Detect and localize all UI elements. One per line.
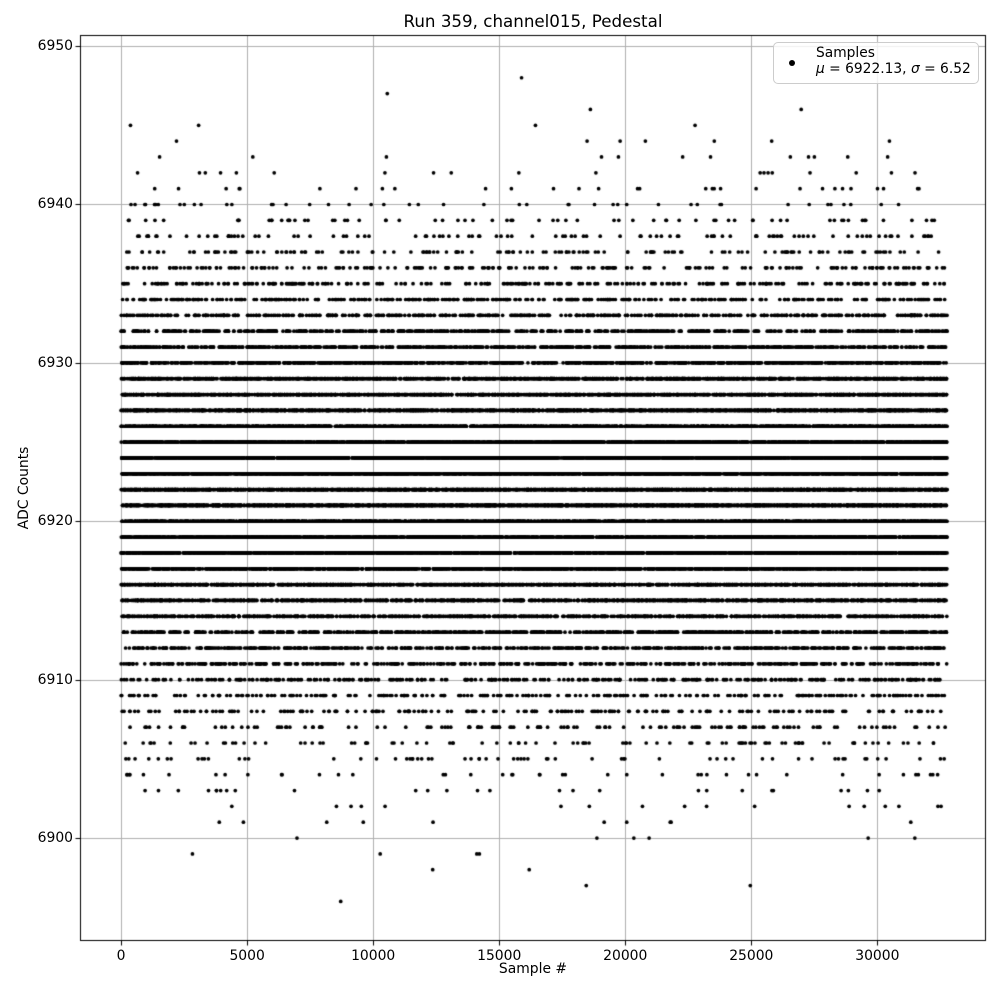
y-tick-label: 6910: [37, 671, 73, 688]
legend-entry-stats: [816, 62, 971, 78]
y-tick-label: 6920: [37, 513, 73, 530]
legend: [773, 42, 979, 84]
x-tick-label: 30000: [855, 948, 900, 964]
sigma-value: = 6.52: [919, 60, 971, 77]
x-tick-label: 0: [116, 948, 126, 964]
x-tick-label: 5000: [229, 948, 265, 964]
y-tick-label: 6950: [37, 38, 73, 55]
x-axis-label: Sample #: [498, 961, 568, 977]
mu-symbol: μ: [816, 60, 825, 77]
legend-text: [816, 46, 971, 78]
y-tick-label: 6930: [37, 354, 73, 371]
y-axis-label: ADC Counts: [16, 446, 32, 530]
y-tick-label: 6900: [37, 830, 73, 847]
scatter-marker-icon: [789, 60, 795, 66]
x-tick-label: 25000: [729, 948, 774, 964]
x-tick-label: 10000: [351, 948, 396, 964]
x-tick-label: 15000: [477, 948, 522, 964]
sigma-symbol: σ: [910, 60, 920, 77]
legend-entry-samples: Samples: [816, 45, 875, 61]
mu-value: = 6922.13,: [824, 60, 911, 77]
chart-title: Run 359, channel015, Pedestal: [403, 11, 663, 31]
y-tick-label: 6940: [37, 196, 73, 213]
x-tick-label: 20000: [603, 948, 648, 964]
